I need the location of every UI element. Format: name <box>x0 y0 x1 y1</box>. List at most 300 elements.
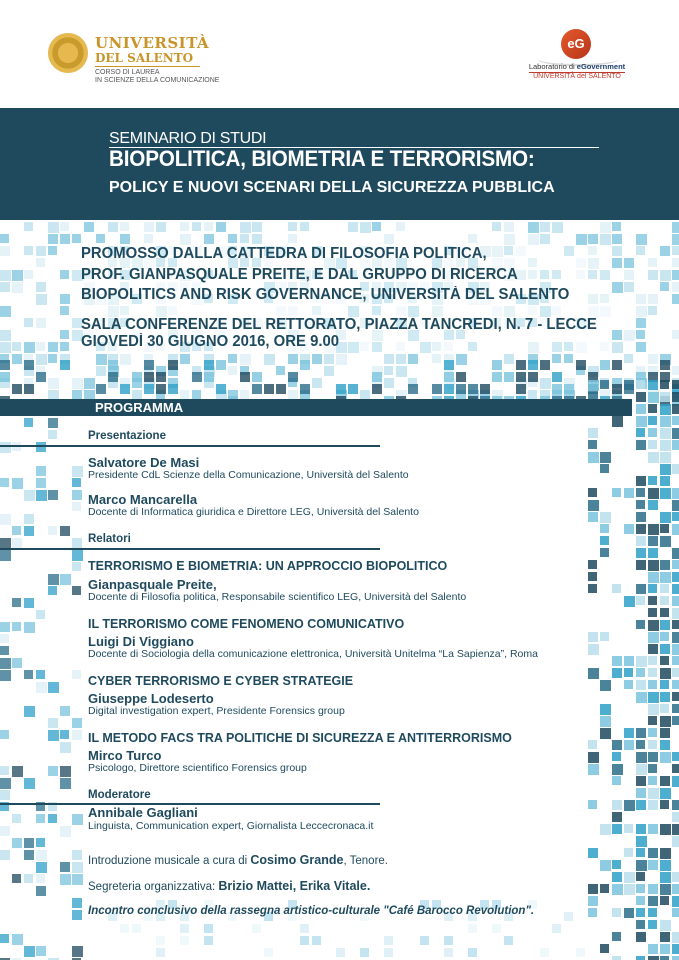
decor-pixel <box>372 342 382 352</box>
decor-pixel <box>540 234 550 244</box>
decor-pixel <box>624 656 634 666</box>
decor-pixel <box>648 428 657 437</box>
decor-pixel <box>636 330 645 339</box>
decor-pixel <box>12 766 23 777</box>
promo-line: PROMOSSO DALLA CATTEDRA DI FILOSOFIA POLITICA, <box>81 245 487 262</box>
decor-pixel <box>48 246 57 255</box>
decor-pixel <box>672 596 679 606</box>
decor-pixel <box>588 668 599 679</box>
decor-pixel <box>48 430 57 439</box>
decor-pixel <box>600 360 610 370</box>
decor-pixel <box>612 222 621 231</box>
decor-pixel <box>612 234 622 244</box>
decor-pixel <box>672 428 679 439</box>
decor-pixel <box>204 936 213 945</box>
decor-pixel <box>636 800 646 810</box>
decor-pixel <box>636 740 645 749</box>
decor-pixel <box>672 548 679 559</box>
decor-pixel <box>660 512 671 523</box>
decor-pixel <box>540 378 551 389</box>
decor-pixel <box>252 234 262 244</box>
decor-pixel <box>672 764 679 773</box>
decor-pixel <box>660 246 670 256</box>
decor-pixel <box>72 730 82 740</box>
decor-pixel <box>612 956 621 960</box>
decor-pixel <box>636 872 645 881</box>
decor-pixel <box>36 874 45 883</box>
decor-pixel <box>228 354 237 363</box>
decor-pixel <box>0 826 10 836</box>
decor-pixel <box>180 354 190 364</box>
decor-pixel <box>660 884 671 895</box>
decor-pixel <box>624 824 633 833</box>
speaker-role: Presidente CdL Scienze della Comunicazione, Università del Salento <box>88 469 409 481</box>
decor-pixel <box>588 908 597 917</box>
decor-pixel <box>396 366 407 377</box>
decor-pixel <box>588 848 598 858</box>
decor-pixel <box>144 234 153 243</box>
decor-pixel <box>648 944 658 954</box>
decor-pixel <box>48 342 58 352</box>
speaker-name: Luigi Di Viggiano <box>88 634 194 649</box>
decor-pixel <box>612 872 622 882</box>
decor-pixel <box>516 372 526 382</box>
talk-topic: TERRORISMO E BIOMETRIA: UN APPROCCIO BIOPOLITICO <box>88 559 448 573</box>
decor-pixel <box>72 538 82 548</box>
decor-pixel <box>564 912 573 921</box>
decor-pixel <box>12 874 21 883</box>
decor-pixel <box>660 428 671 439</box>
decor-pixel <box>0 934 9 943</box>
decor-pixel <box>96 234 105 243</box>
decor-pixel <box>504 936 513 945</box>
decor-pixel <box>636 692 647 703</box>
decor-pixel <box>636 584 646 594</box>
decor-pixel <box>660 476 670 486</box>
decor-pixel <box>336 948 345 957</box>
decor-pixel <box>252 372 262 382</box>
decor-pixel <box>588 764 599 775</box>
decor-pixel <box>396 222 405 231</box>
decor-pixel <box>492 222 501 231</box>
decor-pixel <box>660 608 669 617</box>
decor-pixel <box>636 428 645 437</box>
decor-pixel <box>48 766 58 776</box>
decor-pixel <box>180 234 191 245</box>
decor-pixel <box>300 360 310 370</box>
decor-pixel <box>660 896 669 905</box>
decor-pixel <box>612 884 623 895</box>
decor-pixel <box>12 598 21 607</box>
decor-pixel <box>636 896 645 905</box>
decor-pixel <box>648 728 657 737</box>
decor-pixel <box>672 884 679 894</box>
decor-pixel <box>672 416 679 425</box>
decor-pixel <box>204 360 214 370</box>
decor-pixel <box>648 716 657 725</box>
decor-pixel <box>444 384 454 394</box>
decor-pixel <box>60 306 69 315</box>
decor-pixel <box>180 390 189 399</box>
decor-pixel <box>0 372 10 382</box>
decor-pixel <box>240 390 249 399</box>
venue-place: SALA CONFERENZE DEL RETTORATO, PIAZZA TANCREDI, N. 7 - LECCE <box>81 316 597 333</box>
decor-pixel <box>600 512 611 523</box>
decor-pixel <box>204 234 214 244</box>
decor-pixel <box>648 560 659 571</box>
decor-pixel <box>660 824 671 835</box>
decor-pixel <box>72 898 82 908</box>
decor-pixel <box>564 246 574 256</box>
page-subtitle: POLICY E NUOVI SCENARI DELLA SICUREZZA PUBBLICA <box>109 179 555 196</box>
decor-pixel <box>600 728 611 739</box>
decor-pixel <box>588 488 597 497</box>
decor-pixel <box>552 372 562 382</box>
decor-pixel <box>624 488 634 498</box>
decor-pixel <box>600 704 611 715</box>
decor-pixel <box>672 836 679 847</box>
decor-pixel <box>660 788 671 799</box>
decor-pixel <box>660 848 671 859</box>
decor-pixel <box>504 372 514 382</box>
speaker-name: Marco Mancarella <box>88 492 198 507</box>
decor-pixel <box>384 378 394 388</box>
decor-pixel <box>660 360 670 370</box>
decor-pixel <box>48 222 59 233</box>
decor-pixel <box>504 354 514 364</box>
decor-pixel <box>648 354 658 364</box>
decor-pixel <box>0 478 9 487</box>
decor-pixel <box>48 814 57 823</box>
decor-pixel <box>0 342 11 353</box>
decor-pixel <box>72 874 83 885</box>
decor-pixel <box>660 282 669 291</box>
decor-pixel <box>600 380 609 389</box>
lab-name-prefix: Laboratorio di <box>528 62 577 71</box>
decor-pixel <box>12 658 22 668</box>
decor-pixel <box>180 924 189 933</box>
decor-pixel <box>108 222 118 232</box>
decor-pixel <box>660 860 671 871</box>
decor-pixel <box>672 944 679 954</box>
decor-pixel <box>408 384 418 394</box>
decor-pixel <box>204 372 214 382</box>
decor-pixel <box>600 234 611 245</box>
decor-pixel <box>648 380 658 390</box>
decor-pixel <box>660 404 671 415</box>
decor-pixel <box>672 692 679 701</box>
decor-pixel <box>72 910 82 920</box>
decor-pixel <box>636 404 646 414</box>
decor-pixel <box>648 632 659 643</box>
decor-pixel <box>300 384 310 394</box>
decor-pixel <box>552 222 563 233</box>
decor-pixel <box>648 908 657 917</box>
decor-pixel <box>624 872 635 883</box>
decor-pixel <box>672 800 679 810</box>
decor-pixel <box>624 728 634 738</box>
decor-pixel <box>600 524 609 533</box>
venue-date: GIOVEDÌ 30 GIUGNO 2016, ORE 9.00 <box>81 333 340 350</box>
decor-pixel <box>672 656 679 665</box>
decor-pixel <box>648 668 657 677</box>
decor-pixel <box>492 246 503 257</box>
decor-pixel <box>672 330 679 339</box>
decor-pixel <box>120 924 129 933</box>
decor-pixel <box>48 586 57 595</box>
decor-pixel <box>660 464 671 475</box>
section-heading-presentazione: Presentazione <box>88 430 166 442</box>
decor-pixel <box>648 704 659 715</box>
decor-pixel <box>348 384 358 394</box>
decor-pixel <box>552 306 561 315</box>
secretariat-prefix: Segreteria organizzativa: <box>88 881 219 893</box>
decor-pixel <box>12 622 21 631</box>
decor-pixel <box>216 222 226 232</box>
decor-pixel <box>72 378 83 389</box>
decor-pixel <box>0 442 11 453</box>
decor-pixel <box>612 800 622 810</box>
decor-pixel <box>36 318 46 328</box>
decor-pixel <box>624 330 635 341</box>
decor-pixel <box>600 884 609 893</box>
decor-pixel <box>24 526 34 536</box>
decor-pixel <box>528 270 537 279</box>
decor-pixel <box>648 500 658 510</box>
egovernment-logo-icon: eG <box>561 29 591 59</box>
decor-pixel <box>204 924 213 933</box>
page-title: BIOPOLITICA, BIOMETRIA E TERRORISMO: <box>109 146 535 171</box>
decor-pixel <box>612 282 623 293</box>
decor-pixel <box>156 948 165 957</box>
decor-pixel <box>660 584 669 593</box>
decor-pixel <box>48 574 59 585</box>
decor-pixel <box>648 860 658 870</box>
decor-pixel <box>300 924 309 933</box>
decor-pixel <box>636 788 646 798</box>
decor-pixel <box>48 418 58 428</box>
decor-pixel <box>672 464 679 474</box>
decor-pixel <box>36 814 45 823</box>
decor-pixel <box>600 680 611 691</box>
decor-pixel <box>612 258 622 268</box>
decor-pixel <box>432 354 441 363</box>
decor-pixel <box>60 330 69 339</box>
decor-pixel <box>216 384 226 394</box>
decor-pixel <box>648 476 657 485</box>
decor-pixel <box>492 306 502 316</box>
decor-pixel <box>648 488 659 499</box>
decor-pixel <box>612 656 622 666</box>
decor-pixel <box>648 440 657 449</box>
decor-pixel <box>588 270 597 279</box>
decor-pixel <box>636 380 645 389</box>
decor-pixel <box>36 886 46 896</box>
decor-pixel <box>612 740 622 750</box>
decor-pixel <box>360 222 371 233</box>
decor-pixel <box>240 372 250 382</box>
programma-label: PROGRAMMA <box>95 400 184 415</box>
decor-pixel <box>636 416 647 427</box>
decor-pixel <box>660 704 669 713</box>
decor-pixel <box>576 360 586 370</box>
decor-pixel <box>60 874 71 885</box>
promo-line: BIOPOLITICS AND RISK GOVERNANCE, UNIVERSITÀ DEL SALENTO <box>81 286 570 303</box>
decor-pixel <box>120 354 131 365</box>
decor-pixel <box>672 608 679 619</box>
section-heading-relatori: Relatori <box>88 533 131 545</box>
decor-pixel <box>420 342 431 353</box>
decor-pixel <box>12 342 21 351</box>
decor-pixel <box>144 222 154 232</box>
decor-pixel <box>612 246 622 256</box>
decor-pixel <box>492 360 502 370</box>
decor-pixel <box>12 814 21 823</box>
decor-pixel <box>192 390 201 399</box>
decor-pixel <box>600 536 609 545</box>
decor-pixel <box>588 896 598 906</box>
decor-pixel <box>384 234 394 244</box>
decor-pixel <box>660 416 671 427</box>
decor-pixel <box>540 360 550 370</box>
decor-pixel <box>36 442 46 452</box>
decor-pixel <box>276 384 286 394</box>
decor-pixel <box>636 908 645 917</box>
decor-pixel <box>648 536 658 546</box>
decor-pixel <box>0 550 11 561</box>
decor-pixel <box>636 560 646 570</box>
decor-pixel <box>384 354 394 364</box>
decor-pixel <box>324 366 334 376</box>
decor-pixel <box>0 234 9 243</box>
decor-pixel <box>192 372 202 382</box>
decor-pixel <box>60 778 71 789</box>
decor-pixel <box>444 948 453 957</box>
decor-pixel <box>24 384 34 394</box>
decor-pixel <box>624 800 635 811</box>
decor-pixel <box>372 372 382 382</box>
course-line-2: IN SCIENZE DELLA COMUNICAZIONE <box>95 77 220 84</box>
decor-pixel <box>0 622 10 632</box>
decor-pixel <box>672 632 679 643</box>
decor-pixel <box>36 466 46 476</box>
decor-pixel <box>12 538 22 548</box>
decor-pixel <box>660 716 671 727</box>
decor-pixel <box>36 258 45 267</box>
decor-pixel <box>612 668 622 678</box>
decor-pixel <box>612 932 621 941</box>
decor-pixel <box>96 366 106 376</box>
decor-pixel <box>24 670 33 679</box>
decor-pixel <box>612 342 623 353</box>
decor-pixel <box>288 372 298 382</box>
moderator-role: Linguista, Communication expert, Giornalista Leccecronaca.it <box>88 820 374 832</box>
decor-pixel <box>660 536 671 547</box>
decor-pixel <box>636 620 645 629</box>
decor-pixel <box>648 596 657 605</box>
decor-pixel <box>156 372 166 382</box>
decor-pixel <box>468 384 478 394</box>
decor-pixel <box>660 692 670 702</box>
decor-pixel <box>276 306 286 316</box>
decor-pixel <box>660 596 669 605</box>
decor-pixel <box>48 354 57 363</box>
decor-pixel <box>264 384 274 394</box>
decor-pixel <box>624 740 634 750</box>
speaker-role: Docente di Filosofia politica, Responsabile scientifico LEG, Università del Salento <box>88 591 467 603</box>
decor-pixel <box>648 294 658 304</box>
decor-pixel <box>624 848 633 857</box>
decor-pixel <box>72 718 82 728</box>
decor-pixel <box>672 366 679 375</box>
decor-pixel <box>588 632 598 642</box>
decor-pixel <box>660 488 671 499</box>
decor-pixel <box>360 948 369 957</box>
decor-pixel <box>588 644 599 655</box>
moderator-name: Annibale Gagliani <box>88 805 198 820</box>
decor-pixel <box>48 682 59 693</box>
decor-pixel <box>60 342 69 351</box>
decor-pixel <box>648 788 659 799</box>
decor-pixel <box>600 294 609 303</box>
decor-pixel <box>672 560 679 569</box>
decor-pixel <box>660 776 670 786</box>
decor-pixel <box>672 404 679 414</box>
decor-pixel <box>660 380 669 389</box>
decor-pixel <box>72 466 83 477</box>
decor-pixel <box>648 608 657 617</box>
decor-pixel <box>612 488 621 497</box>
decor-pixel <box>636 512 646 522</box>
music-prefix: Introduzione musicale a cura di <box>88 855 251 867</box>
decor-pixel <box>24 342 35 353</box>
decor-pixel <box>612 812 622 822</box>
decor-pixel <box>588 500 599 511</box>
decor-pixel <box>72 586 81 595</box>
decor-pixel <box>432 384 442 394</box>
decor-pixel <box>288 306 298 316</box>
decor-pixel <box>636 680 646 690</box>
decor-pixel <box>120 222 129 231</box>
decor-pixel <box>60 234 70 244</box>
decor-pixel <box>636 884 645 893</box>
decor-pixel <box>444 342 453 351</box>
decor-pixel <box>588 380 599 391</box>
decor-pixel <box>672 716 679 725</box>
decor-pixel <box>84 222 94 232</box>
decor-pixel <box>468 342 477 351</box>
decor-pixel <box>72 478 81 487</box>
decor-pixel <box>144 360 154 370</box>
decor-pixel <box>564 384 574 394</box>
decor-pixel <box>636 956 645 960</box>
decor-pixel <box>648 692 659 703</box>
decor-pixel <box>624 908 634 918</box>
decor-pixel <box>636 488 645 497</box>
decor-pixel <box>660 452 671 463</box>
decor-pixel <box>672 488 679 499</box>
decor-pixel <box>516 360 526 370</box>
decor-pixel <box>252 384 262 394</box>
decor-pixel <box>0 658 11 669</box>
decor-pixel <box>204 222 213 231</box>
decor-pixel <box>24 706 35 717</box>
decor-pixel <box>72 850 82 860</box>
decor-pixel <box>648 258 657 267</box>
decor-pixel <box>0 246 10 256</box>
decor-pixel <box>96 384 106 394</box>
decor-pixel <box>156 384 166 394</box>
